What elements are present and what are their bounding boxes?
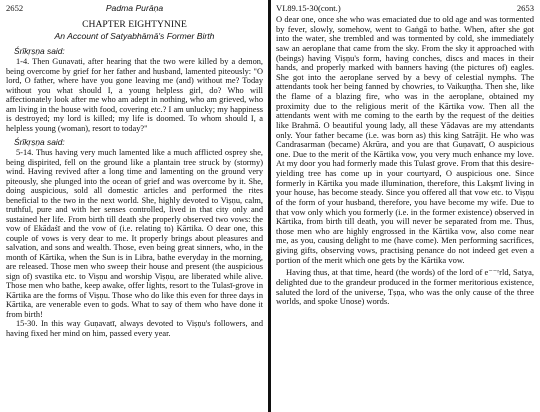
- paragraph: 15-30. In this way Guṇavatī, always devoted to Viṣṇu's followers, and having fixed her mind on him, passed every year.: [6, 319, 263, 338]
- speaker-label: Śrīkṛṣṇa said:: [14, 46, 65, 56]
- left-page-number: 2652: [6, 3, 24, 13]
- right-running-head: [276, 2, 534, 15]
- speaker-label: Śrīkṛṣṇa said:: [14, 137, 65, 147]
- verse-reference: VI.89.15-30(cont.): [276, 3, 341, 13]
- page-divider: [268, 0, 271, 412]
- paragraph: 5-14. Thus having very much lamented like a much afflicted osprey she, being dispirited, fell on the ground like a plantain tree struck by (stormy) wind. Having revived after a long time and lamenting on the ground very piteously, she plunged into the ocean of grief and was overcome by it. She, doing auspicious, sold all domestic articles and performed the rites beneficial to the two in the next world. She, highly devoted to Viṣṇu, calm, truthful, pure and with her senses controlled, lived in that city only and sustained her life. From birth till death she properly observed two vows: the vow of Ekādaśī and the vow of (i.e. relating to) Kārtika. O dear one, this couple of vows is very dear to me. It properly brings about pleasures and salvation, and sons and wealth. Those, even being great sinners, who, in the month of Kārtika, when the Sun is in Libra, bathe everyday in the morning, are released. Those men who sweep their house and present (the auspicious sign of) svastika etc. to Viṣṇu and worship Viṣṇu, are liberated while alive. Those men who bathe, keep awake, offer lights, resort to the Tulasī-grove in Kārtika are the forms of Viṣṇu. Those who do like this even for three days in Kārtika, are venerable even to gods. What to say of them who have done it from birth!: [6, 148, 263, 319]
- right-page: [272, 0, 540, 412]
- left-page: [0, 0, 267, 412]
- chapter-title: CHAPTER EIGHTYNINE: [82, 19, 187, 30]
- paragraph: O dear one, once she who was emaciated due to old age and was tormented by fever, slowly, somehow, went to Gaṅgā to bathe. When, after she got into the water, she trembled and was tormented by cold, she immediately saw an aeroplane that came from the sky. From the sky it approached with (beings) having Viṣṇu's form, having conches, discs and maces in their hands, and properly marked with banners having (the pictures of) eagles. She got into the aeroplane served by a bevy of celestial nymphs. The attendants took her being fanned by chowries, to Vaikuṇṭha. Then she, like the flame of a blazing fire, who was in the aeroplane, obtained my proximity due to the religious merit of the Kārtika vow. Then all the attendants went with me coming to the earth by the request of the deities like Brahmā. O beautiful young lady, all these Yādavas are my attendants only. Your father became (i.e. was born as) this king Satrājit. He who was Candrasarman (became) Akrūra, and you are that Guṇavatī, O auspicious one. Due to the merit of the Kārtika vow, you very much enhance my love. At my door you had formerly made this Tulasī grove. From that this desire-yielding tree has come up in your courtyard, O auspicious one. Since formerly in Kārtika you made illumination, therefore, this Lakṣmī living in your house, has become steady. Since you offered all that vow etc. to Viṣṇu of the form of your husband, therefore, you have become my wife. Due to that vow only which you formerly (i.e. in the former existence) observed in Kārtika, from birth till death, you will never be separated from me. Thus, those men who are highly engrossed in the Kārtika vow, also come near me, as you, causing delight to me (have come). Men performing sacrifices, giving gifts, observing vows, practising penance do not indeed get even a portion of the merit which one gets by the Kārtika vow.: [276, 14, 534, 265]
- right-page-number: 2653: [516, 3, 534, 13]
- paragraph: 1-4. Then Gunavati, after hearing that the two were killed by a demon, being overcome by grief for her father and husband, lamented piteously: "O lord, O father, where have you gone leaving me (and) without me? Today without you what should I, a young helpless girl, do? Who will affectionately look after me who am adept in nothing, who am grieved, who am living in the house with food, covering etc.? I am unlucky; my happiness is destroyed; my lord is killed; my life is doomed. To whom should I, a helpless young (woman), resort to today?": [6, 57, 263, 133]
- paragraph: Having thus, at that time, heard (the words) of the lord of e⁻⁻ʳrld, Satya, delighted due to the grandeur produced in the former meritorious existence, saluted the lord of the universe, Tṣṇa, who was the only cause of the three worlds, and spoke Unose) words.: [276, 267, 534, 307]
- running-title: Padma Purāṇa: [105, 3, 164, 13]
- left-running-head: [6, 2, 263, 15]
- section-title: An Account of Satyabhāmā's Former Birth: [54, 31, 215, 41]
